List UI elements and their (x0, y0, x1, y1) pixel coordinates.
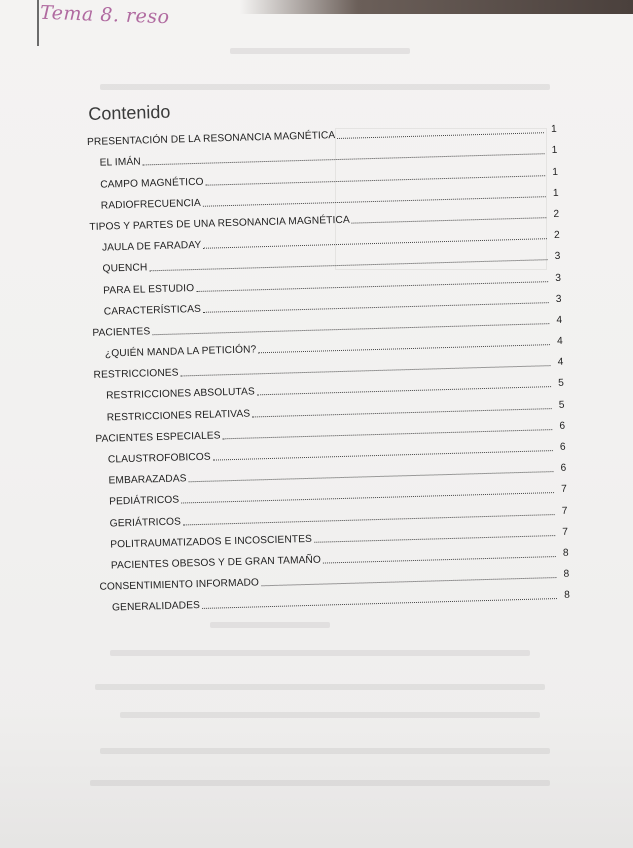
toc-entry-label: EL IMÁN (99, 156, 141, 170)
toc-entry-label: PACIENTES ESPECIALES (95, 430, 221, 445)
bleed-through-mark (100, 748, 550, 754)
toc-page-number: 5 (558, 378, 565, 390)
toc-page-number: 1 (551, 145, 558, 157)
toc-entry-label: RESTRICCIONES (93, 367, 179, 382)
dot-leader (202, 598, 557, 609)
toc-entry-label: JAULA DE FARADAY (101, 239, 202, 254)
handwritten-annotation: Tema 8. reso (39, 1, 170, 29)
toc-entry-label: QUENCH (102, 262, 148, 275)
toc-entry-label: RESTRICCIONES RELATIVAS (106, 408, 251, 424)
bleed-through-mark (230, 48, 410, 54)
toc-page-number: 8 (563, 589, 571, 602)
toc-page-number: 1 (550, 124, 558, 136)
toc-entry-label: CONSENTIMIENTO INFORMADO (99, 577, 260, 593)
toc-page-number: 6 (559, 420, 566, 432)
toc-page-number: 2 (553, 208, 560, 220)
toc-page-number: 1 (552, 187, 559, 199)
toc-entry-label: ¿QUIÉN MANDA LA PETICIÓN? (104, 344, 257, 360)
table-of-contents (86, 91, 570, 614)
toc-entry-label: TIPOS Y PARTES DE UNA RESONANCIA MAGNÉTICA (89, 214, 350, 233)
toc-entry-label: PARA EL ESTUDIO (103, 282, 195, 297)
bleed-through-mark (120, 712, 540, 718)
toc-entry-label: PRESENTACIÓN DE LA RESONANCIA MAGNÉTICA (86, 130, 336, 149)
toc-entry-label: PACIENTES (92, 326, 151, 339)
bleed-through-mark (95, 684, 545, 690)
toc-page-number: 7 (561, 505, 568, 517)
toc-page-number: 7 (562, 526, 569, 538)
bleed-through-mark (110, 650, 530, 656)
toc-page-number: 7 (561, 484, 568, 496)
toc-page-number: 6 (560, 462, 567, 475)
toc-entry-label: RESTRICCIONES ABSOLUTAS (106, 386, 256, 402)
bleed-through-mark (90, 780, 550, 786)
toc-page-number: 2 (553, 229, 561, 242)
toc-entry-label: CARACTERÍSTICAS (103, 303, 202, 318)
toc-entry-label: GENERALIDADES (111, 600, 201, 614)
toc-page-number: 3 (555, 293, 562, 305)
toc-heading: Contenido (87, 101, 171, 124)
toc-page-number: 4 (557, 357, 564, 369)
toc-page-number: 5 (558, 399, 565, 411)
toc-entry-label: POLITRAUMATIZADOS E INCOSCIENTES (110, 533, 313, 551)
toc-page-number: 6 (559, 441, 566, 453)
toc-list (87, 114, 570, 614)
toc-entry-label: PEDIÁTRICOS (108, 494, 180, 508)
toc-page-number: 3 (555, 272, 562, 284)
toc-page-number: 8 (562, 547, 569, 559)
toc-page-number: 1 (552, 166, 559, 178)
toc-entry-label: CLAUSTROFOBICOS (107, 451, 211, 466)
toc-entry-label: EMBARAZADAS (108, 473, 187, 487)
toc-page-number: 3 (554, 251, 561, 263)
background-edge (240, 0, 633, 14)
toc-entry-label: CAMPO MAGNÉTICO (100, 176, 204, 191)
toc-page-number: 4 (556, 314, 563, 326)
toc-page-number: 8 (563, 568, 570, 580)
bleed-through-mark (210, 622, 330, 628)
toc-page-number: 4 (556, 335, 563, 348)
toc-entry-label: GERIÁTRICOS (109, 516, 182, 530)
bleed-through-mark (100, 84, 550, 90)
toc-entry-label: PACIENTES OBESOS Y DE GRAN TAMAÑO (110, 554, 322, 572)
toc-entry-label: RADIOFRECUENCIA (100, 197, 201, 212)
